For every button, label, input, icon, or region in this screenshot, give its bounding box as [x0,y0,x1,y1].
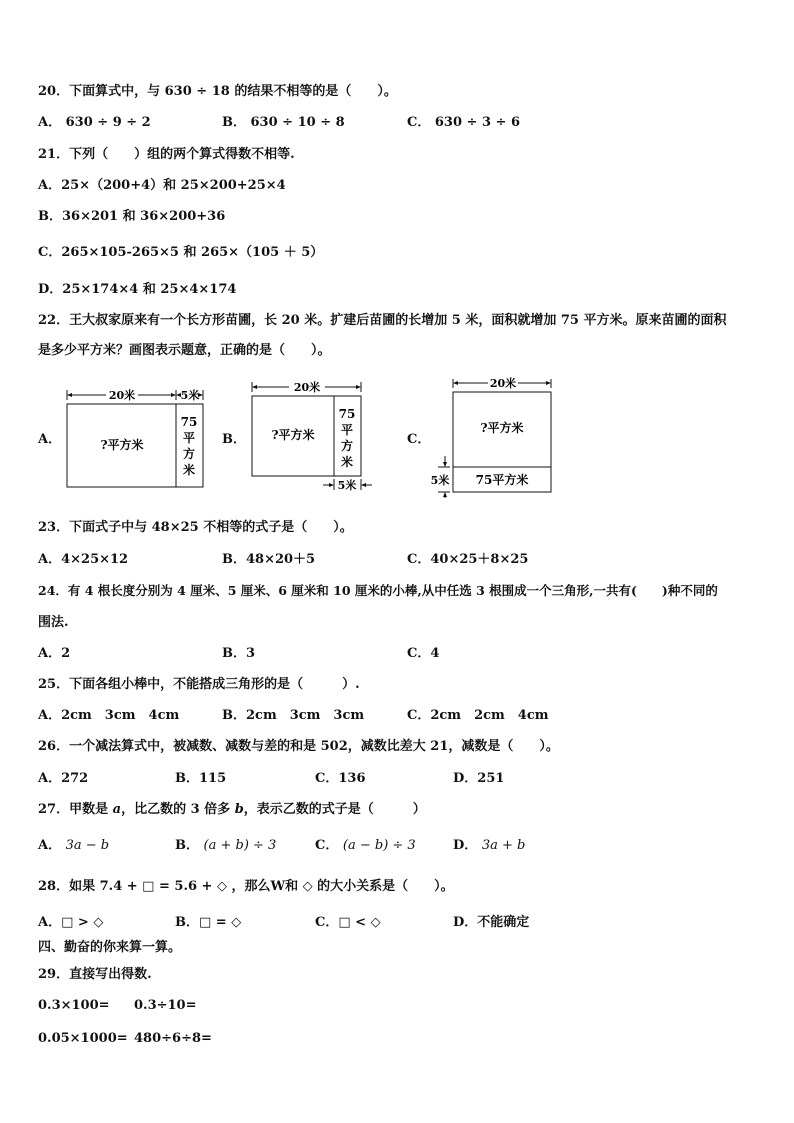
fig-b-bottom-label: 5米 [337,479,357,492]
q20-option-a: A． 630 ÷ 9 ÷ 2 [38,115,151,130]
q21-option-c: C．265×105-265×5 和 265×（105 ＋ 5） [38,245,324,260]
q23-option-b: B．48×20＋5 [222,552,316,567]
q22-figure-a [60,384,210,490]
question-22-stem-line1: 22．王大叔家原来有一个长方形苗圃，长 20 米。扩建后苗圃的长增加 5 米，面积就增加 75 平方米。原来苗圃的面积 [38,313,727,328]
q27-option-d: D． 3a + b [453,838,526,853]
q20-option-c: C． 630 ÷ 3 ÷ 6 [407,115,520,130]
q20-option-b: B． 630 ÷ 10 ÷ 8 [222,115,345,130]
fig-a-right-top-label: 5米 [180,389,200,402]
svg-text:75: 75 [338,407,356,421]
svg-text:平: 平 [182,431,196,445]
q23-option-a: A．4×25×12 [38,552,129,567]
fig-c-side-label: 5米 [430,474,450,487]
question-25-stem: 25．下面各组小棒中，不能搭成三角形的是（ ）. [38,677,360,692]
question-26-stem: 26．一个减法算式中，被减数、减数与差的和是 502，减数比差大 21，减数是（ ）。 [38,739,559,754]
variable-a: a [112,802,122,817]
q27-option-b: B． (a + b) ÷ 3 [175,838,277,853]
variable-b: b [234,802,244,817]
q21-option-b: B．36×201 和 36×200+36 [38,209,226,224]
q22-option-b-label: B． [222,432,246,447]
q28-option-d: D．不能确定 [453,915,530,930]
q22-figure-b [245,378,375,494]
section-4-title: 四、勤奋的你来算一算。 [38,940,182,955]
question-22-stem-line2: 是多少平方米？画图表示题意，正确的是（ ）。 [38,343,331,358]
q24-option-b: B．3 [222,646,256,661]
q21-option-a: A．25×（200+4）和 25×200+25×4 [38,178,286,193]
svg-text:平: 平 [340,423,354,437]
fig-c-top-label: 20米 [489,377,517,390]
q29-item-4: 480÷6÷8= [134,1031,212,1046]
svg-text:方: 方 [182,447,196,461]
q22-option-c-label: C． [407,432,431,447]
q27-option-c: C． (a − b) ÷ 3 [315,838,416,853]
question-24-stem-line2: 围法. [38,615,69,630]
q21-option-d: D．25×174×4 和 25×4×174 [38,282,237,297]
q24-option-c: C．4 [407,646,440,661]
question-21-stem: 21．下列（ ）组的两个算式得数不相等. [38,147,295,162]
q28-option-c: C．□ < ◇ [315,915,381,930]
q25-option-c: C．2cm 2cm 4cm [407,708,549,723]
q23-option-c: C．40×25＋8×25 [407,552,529,567]
q22-figure-c [426,376,556,500]
question-27-stem: 27．甲数是 a，比乙数的 3 倍多 b，表示乙数的式子是（ ） [38,802,426,817]
fig-b-area-label: ?平方米 [271,428,315,442]
q26-option-c: C．136 [315,771,366,786]
fig-a-top-label: 20米 [108,389,136,402]
q27-option-a: A． 3a − b [38,838,110,853]
q25-option-b: B．2cm 3cm 3cm [222,708,365,723]
q28-option-b: B．□ = ◇ [175,915,242,930]
fig-c-area-label: ?平方米 [480,421,524,435]
q26-option-b: B．115 [175,771,227,786]
fig-c-lower-label: 75平方米 [475,473,529,487]
q22-option-a-label: A． [38,432,62,447]
fig-a-area-label: ?平方米 [100,438,144,452]
q29-item-3: 0.05×1000= [38,1031,128,1046]
question-28-stem: 28．如果 7.4 + □ = 5.6 + ◇ ，那么W和 ◇ 的大小关系是（ ）。 [38,879,454,894]
q24-option-a: A．2 [38,646,71,661]
q25-option-a: A．2cm 3cm 4cm [38,708,180,723]
q26-option-d: D．251 [453,771,505,786]
q29-item-2: 0.3÷10= [134,998,197,1013]
question-23-stem: 23．下面式子中与 48×25 不相等的式子是（ ）。 [38,520,353,535]
question-24-stem-line1: 24．有 4 根长度分别为 4 厘米、5 厘米、6 厘米和 10 厘米的小棒,从中任选 3 根围成一个三角形,一共有( )种不同的 [38,583,718,598]
svg-text:米: 米 [340,455,354,469]
q26-option-a: A．272 [38,771,89,786]
q29-item-1: 0.3×100= [38,998,110,1013]
svg-text:方: 方 [340,439,354,453]
svg-text:米: 米 [182,463,196,477]
svg-text:75: 75 [180,415,198,429]
question-20-stem: 20．下面算式中，与 630 ÷ 18 的结果不相等的是（ ）。 [38,84,397,99]
q28-option-a: A．□ > ◇ [38,915,104,930]
question-29-stem: 29．直接写出得数. [38,967,152,982]
fig-b-top-label: 20米 [293,381,321,394]
